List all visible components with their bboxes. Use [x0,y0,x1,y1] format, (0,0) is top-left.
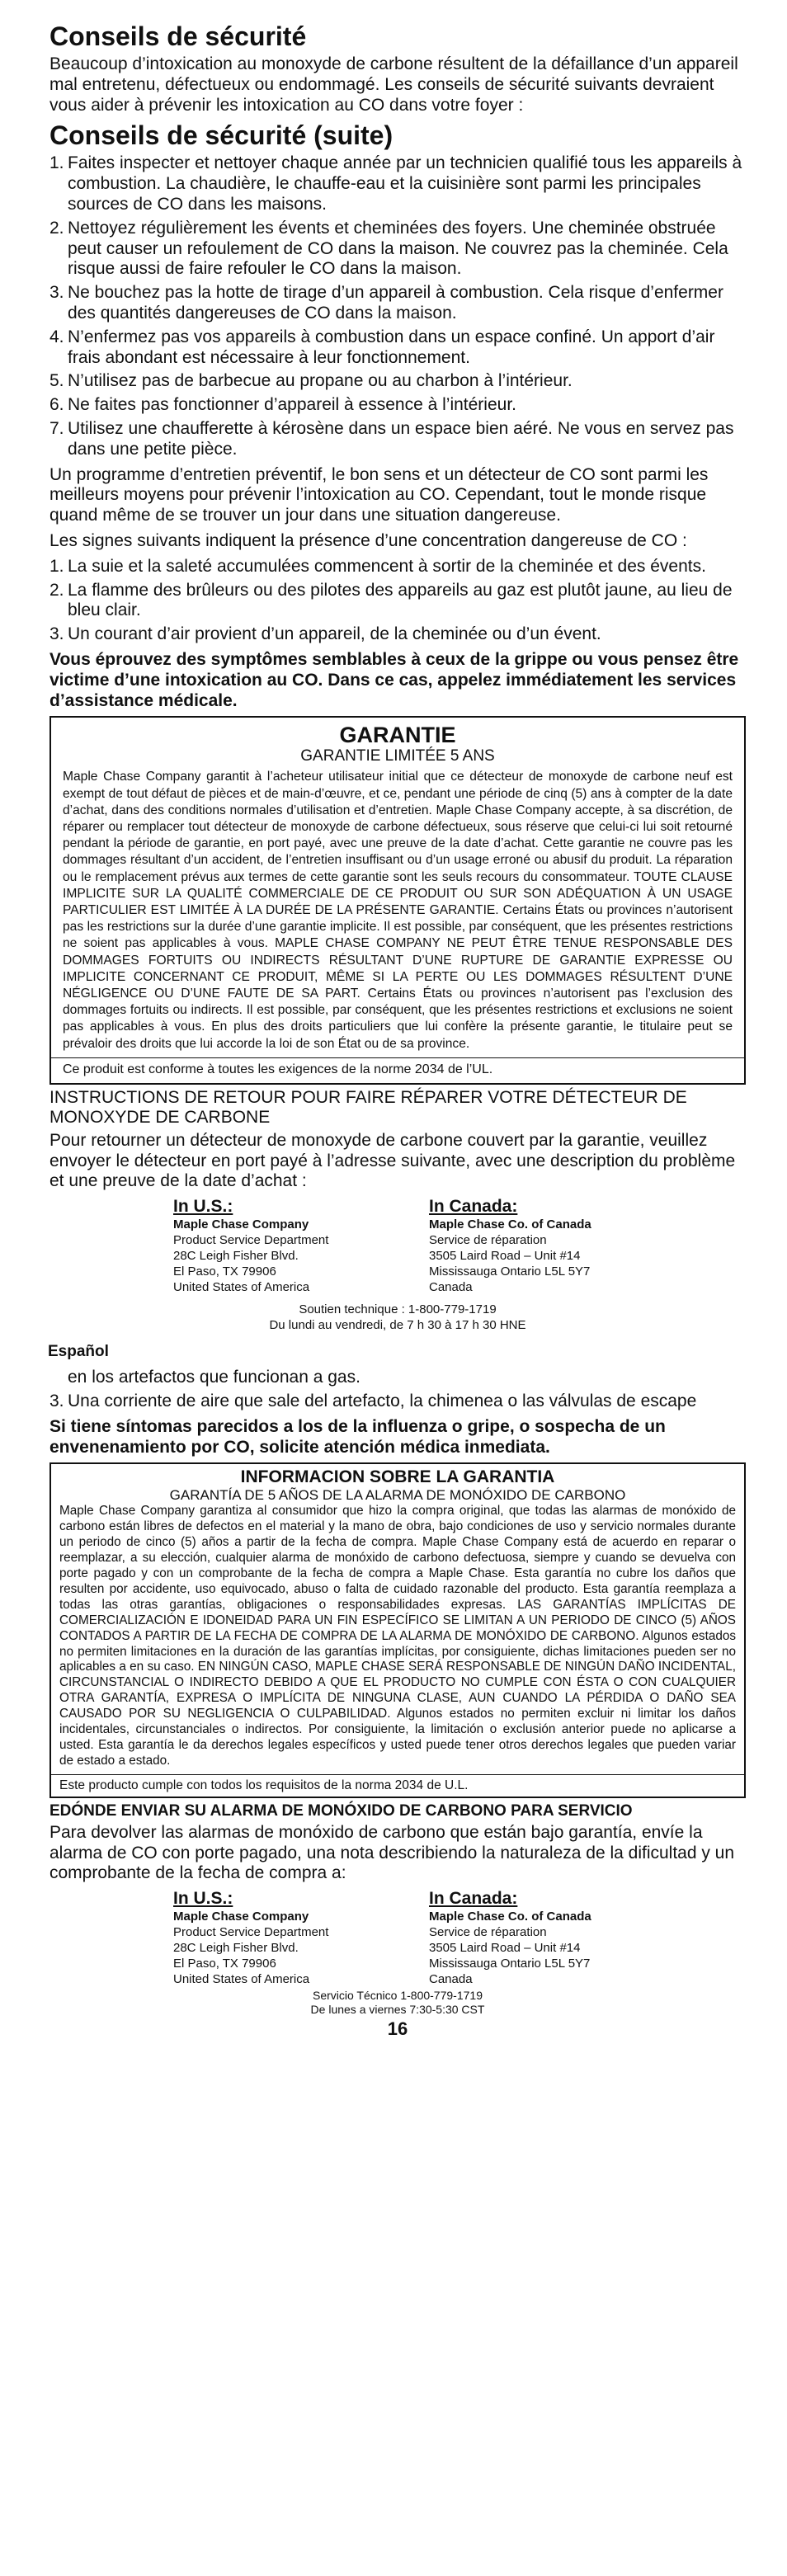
symptoms-warning: Vous éprouvez des symptômes semblables à ceux de la grippe ou vous pensez être victime d’une intoxication au CO. Dans ce cas, appelez immédiatement les services d’assistance médicale. [49,649,739,710]
page-number: 16 [387,2018,408,2040]
address-canada: In Canada: Maple Chase Co. of Canada Service de réparation 3505 Laird Road – Unit #14 Mississauga Ontario L5L 5Y7 Canada [429,1197,591,1295]
safety-tips-list [49,153,746,459]
safety-intro: Beaucoup d’intoxication au monoxyde de carbone résultent de la défaillance d’un appareil mal entretenu, défectueux ou endommagé. Les conseils de sécurité suivants devraient vous aider à prévenir les intoxication au CO dans votre foyer : [49,54,738,115]
warranty-subtitle-es: GARANTÍA DE 5 AÑOS DE LA ALARMA DE MONÓXIDO DE CARBONO [169,1487,626,1504]
safety-tips-continued-title: Conseils de sécurité (suite) [49,120,394,151]
tech-support-fr: Soutien technique : 1-800-779-1719 Du lundi au vendredi, de 7 h 30 à 17 h 30 HNE [269,1302,526,1333]
list-item: 6. Ne faites pas fonctionner d’appareil à essence à l’intérieur. [49,395,516,415]
list-item: 2. Nettoyez régulièrement les évents et cheminées des foyers. Une cheminée obstruée peut causer un refoulement de CO dans la maison. Ne couvrez pas la cheminée. Cela risque aussi de faire refouler le CO dans la maison. [49,218,728,279]
list-item: 1. La suie et la saleté accumulées commencent à sortir de la cheminée et des évents. [49,556,706,576]
continued-sign: en los artefactos que funcionan a gas. [68,1368,361,1387]
symptoms-warning-es: Si tiene síntomas parecidos a los de la influenza o gripe, o sospecha de un envenenamiento por CO, solicite atención médica inmediata. [49,1416,666,1457]
signs-list [49,557,746,645]
return-instructions-text-es: Para devolver las alarmas de monóxido de carbono que están bajo garantía, envíe la alarma de CO con porte pagado, una nota describiendo la naturaleza de la dificultad y un comprobante de la fecha de compra a: [49,1822,735,1883]
return-instructions-heading-es: EDÓNDE ENVIAR SU ALARMA DE MONÓXIDO DE CARBONO PARA SERVICIO [49,1801,633,1820]
warranty-compliance-es: Este producto cumple con todos los requisitos de la norma 2034 de U.L. [51,1774,744,1793]
list-item: 4. N’enfermez pas vos appareils à combustion dans un espace confiné. Un apport d’air frais abondant est nécessaire à leur fonctionnement. [49,327,715,367]
warranty-title-es: INFORMACION SOBRE LA GARANTIA [240,1467,555,1487]
return-instructions-text: Pour retourner un détecteur de monoxyde de carbone couvert par la garantie, veuillez envoyer le détecteur en port payé à l’adresse suivante, avec une description du problème et une preuve de la date d’achat : [49,1130,736,1191]
address-us-es: In U.S.: Maple Chase Company Product Service Department 28C Leigh Fisher Blvd. El Paso, TX 79906 United States of America [173,1889,329,1987]
language-label-spanish: Español [48,1343,109,1361]
address-canada-es: In Canada: Maple Chase Co. of Canada Service de réparation 3505 Laird Road – Unit #14 Mississauga Ontario L5L 5Y7 Canada [429,1889,591,1987]
return-addresses-es [173,1889,746,1987]
prevention-paragraph: Un programme d’entretien préventif, le bon sens et un détecteur de CO sont parmi les meilleurs moyens pour prévenir l’intoxication au CO. Cependant, tout le monde risque quand même de se trouver un jour dans une situation dangereuse. [49,464,709,525]
address-us: In U.S.: Maple Chase Company Product Service Department 28C Leigh Fisher Blvd. El Paso, TX 79906 United States of America [173,1197,329,1295]
warranty-box-fr [49,716,746,1084]
tech-support-es: Servicio Técnico 1-800-779-1719 De lunes a viernes 7:30-5:30 CST [310,1989,485,2017]
list-item: 2. La flamme des brûleurs ou des pilotes des appareils au gaz est plutôt jaune, au lieu de bleu clair. [49,580,733,620]
list-item: 5. N’utilisez pas de barbecue au propane ou au charbon à l’intérieur. [49,371,573,391]
list-item: 3. Una corriente de aire que sale del artefacto, la chimenea o las válvulas de escape [49,1391,697,1410]
warranty-subtitle: GARANTIE LIMITÉE 5 ANS [300,747,495,765]
warranty-title: GARANTIE [339,723,456,748]
list-item: 1. Faites inspecter et nettoyer chaque année par un technicien qualifié tous les appareils à combustion. La chaudière, le chauffe-eau et la cuisinière sont parmi les principales sources de CO dans les maisons. [49,153,742,214]
list-item: 3. Ne bouchez pas la hotte de tirage d’un appareil à combustion. Cela risque d’enfermer des quantités dangereuses de CO dans la maison. [49,283,723,323]
warranty-box-es [49,1462,746,1797]
return-instructions-heading: INSTRUCTIONS DE RETOUR POUR FAIRE RÉPARER VOTRE DÉTECTEUR DE MONOXYDE DE CARBONE [49,1087,687,1127]
signs-intro: Les signes suivants indiquent la présence d’une concentration dangereuse de CO : [49,530,687,550]
warranty-text: Maple Chase Company garantit à l’acheteur utilisateur initial que ce détecteur de monoxyde de carbone neuf est exempt de tout défaut de pièces et de main-d’œuvre, et ce, pendant une période de cinq (5) ans à compter de la date d’achat, dans des conditions normales d’utilisation et d’entretien. Maple Chase Company accepte, à sa discrétion, de réparer ou remplacer tout détecteur de monoxyde de carbone défectueux, sous réserve que celui-ci lui soit retourné pendant la période de garantie, en port payé, avec une preuve de la date d’achat. Cette garantie ne couvre pas les dommages résultant d’un accident, de l’entretien insuffisant ou d’un usage erroné ou abusif du produit. La réparation ou le remplacement prévus aux termes de cette garantie sont les seuls recours du consommateur. TOUTE CLAUSE IMPLICITE SUR LA QUALITÉ COMMERCIALE DE CE PRODUIT OU SUR SON ADÉQUATION À UN USAGE PARTICULIER EST LIMITÉE À LA DURÉE DE LA PRÉSENTE GARANTIE. Certains États ou provinces n’autorisent pas les restrictions sur la durée d’une garantie implicite. Il est possible, par conséquent, que les présentes restrictions ne soient pas applicables à vous. MAPLE CHASE COMPANY NE PEUT ÊTRE TENUE RESPONSABLE DES DOMMAGES FORTUITS OU INDIRECTS RÉSULTANT D’UNE RUPTURE DE GARANTIE EXPRESSE OU IMPLICITE CONCERNANT CE PRODUIT, MÊME SI LA PERTE OU LES DOMMAGES RÉSULTENT D’UNE NÉGLIGENCE OU D’UNE FAUTE DE SA PART. Certains États ou provinces n’autorisent pas l’exclusion des dommages fortuits ou indirects. Il est possible, par conséquent, que les présentes restrictions et exclusions ne soient pas applicables à vous. En plus des droits particuliers que lui confère la présente garantie, le titulaire peut se prévaloir des droits que lui accorde la loi de son État ou de sa province. [63,770,733,1051]
warranty-compliance: Ce produit est conforme à toutes les exigences de la norme 2034 de l’UL. [51,1057,744,1078]
list-item: 7. Utilisez une chaufferette à kérosène dans un espace bien aéré. Ne vous en servez pas dans une petite pièce. [49,418,734,459]
warranty-text-es: Maple Chase Company garantiza al consumidor que hizo la compra original, que todas las alarmas de monóxido de carbono están libres de defectos en el material y la mano de obra, bajo condiciones de uso y servicio normales durante un periodo de cinco (5) años a partir de la fecha de compra. Maple Chase Company está de acuerdo en reparar o reemplazar, a su elección, cualquier alarma de monóxido de carbono defectuosa, siempre y cuando se devuelva con porte pagado y con un comprobante de la fecha de compra a Maple Chase. Esta garantía no cubre los daños que resulten por accidente, uso equivocado, abuso o falta de cuidado razonable del producto. Esta garantía reemplaza a todas las otras garantías, obligaciones o responsabilidades expresas. LAS GARANTÍAS IMPLÍCITAS DE COMERCIALIZACIÓN E IDONEIDAD PARA UN FIN ESPECÍFICO SE LIMITAN A UN PERIODO DE CINCO (5) AÑOS CONTADOS A PARTIR DE LA FECHA DE COMPRA DE LA ALARMA DE MONÓXIDO DE CARBONO. Algunos estados no permiten limitaciones en la duración de las garantías implícitas, por consiguiente, dichas limitaciones pueden ser no aplicables a en su caso. EN NINGÚN CASO, MAPLE CHASE SERÁ RESPONSABLE DE NINGÚN DAÑO INCIDENTAL, CIRCUNSTANCIAL O INDIRECTO DEBIDO A QUE EL PRODUCTO NO CUMPLE CON ÉSTA O CON CUALQUIER OTRA GARANTÍA, EXPRESA O IMPLÍCITA DE NINGUNA CLASE, AUN CUANDO LA PÉRDIDA O DAÑO SEA CAUSADO POR SU NEGLIGENCIA O CULPABILIDAD. Algunos estados no permiten excluir ni limitar los daños incidentales, circunstanciales o indirectos. Por consiguiente, la limitación o exclusión anterior puede no aplicarse a usted. Esta garantía le da derechos legales específicos y usted puede tener otros derechos legales que pueden variar de estado a estado. [59,1504,736,1768]
list-item: 3. Un courant d’air provient d’un appareil, de la cheminée ou d’un évent. [49,624,601,644]
return-addresses-fr [173,1197,746,1295]
safety-tips-title: Conseils de sécurité [49,21,307,51]
signs-list-es [49,1392,746,1412]
